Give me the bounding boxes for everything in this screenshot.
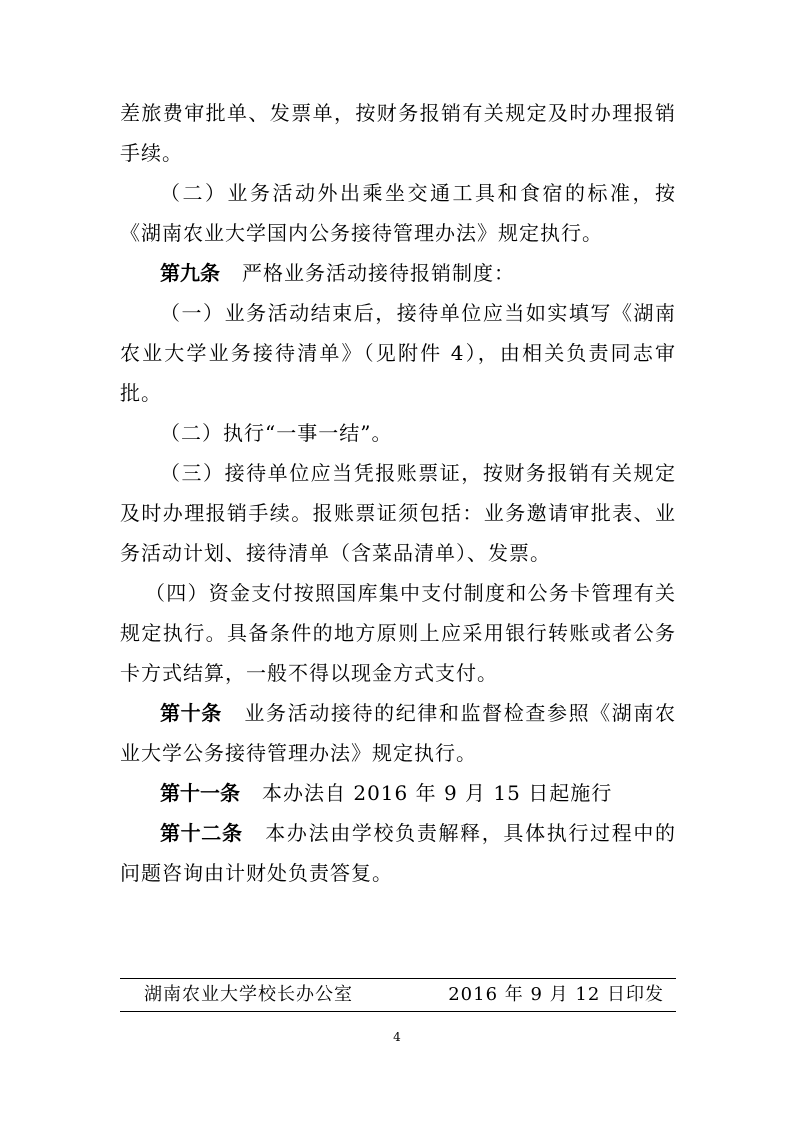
article-9 bbox=[120, 253, 676, 293]
article-11-title: 第十一条 bbox=[160, 781, 240, 805]
article-12-title: 第十二条 bbox=[160, 821, 243, 845]
article-11-text: 本办法自 2016 年 9 月 15 日起施行 bbox=[262, 781, 613, 805]
paragraph-reimbursement-procedure: 差旅费审批单、发票单，按财务报销有关规定及时办理报销手续。 bbox=[120, 101, 676, 165]
paragraph-item-1: （一）业务活动结束后，接待单位应当如实填写《湖南农业大学业务接待清单》（见附件 4），由相关负责同志审批。 bbox=[120, 301, 676, 405]
article-12 bbox=[120, 813, 676, 893]
article-10-title: 第十条 bbox=[160, 701, 222, 725]
article-12-text: 本办法由学校负责解释，具体执行过程中的问题咨询由计财处负责答复。 bbox=[120, 821, 677, 885]
article-9-text: 严格业务活动接待报销制度： bbox=[242, 261, 515, 285]
paragraph-item-3: （三）接待单位应当凭报账票证，按财务报销有关规定及时办理报销手续。报账票证须包括：业务邀请审批表、业务活动计划、接待清单（含菜品清单）、发票。 bbox=[120, 461, 676, 565]
paragraph-travel-standard: （二）业务活动外出乘坐交通工具和食宿的标准，按《湖南农业大学国内公务接待管理办法》规定执行。 bbox=[120, 181, 676, 245]
page-number: 4 bbox=[393, 1030, 401, 1044]
paragraph-item-2: （二）执行“一事一结”。 bbox=[160, 421, 393, 445]
footer-bottom-rule bbox=[120, 1011, 676, 1012]
article-10 bbox=[120, 693, 676, 773]
article-11 bbox=[120, 773, 676, 813]
paragraph-item-4: （四）资金支付按照国库集中支付制度和公务卡管理有关规定执行。具备条件的地方原则上应采用银行转账或者公务卡方式结算，一般不得以现金方式支付。 bbox=[120, 581, 676, 685]
document-body bbox=[120, 93, 676, 893]
footer-issue-date: 2016 年 9 月 12 日印发 bbox=[448, 984, 664, 1005]
footer-issuer: 湖南农业大学校长办公室 bbox=[144, 984, 353, 1005]
footer-top-rule bbox=[120, 978, 676, 979]
article-9-title: 第九条 bbox=[160, 261, 220, 285]
article-10-text: 业务活动接待的纪律和监督检查参照《湖南农业大学公务接待管理办法》规定执行。 bbox=[120, 701, 677, 765]
